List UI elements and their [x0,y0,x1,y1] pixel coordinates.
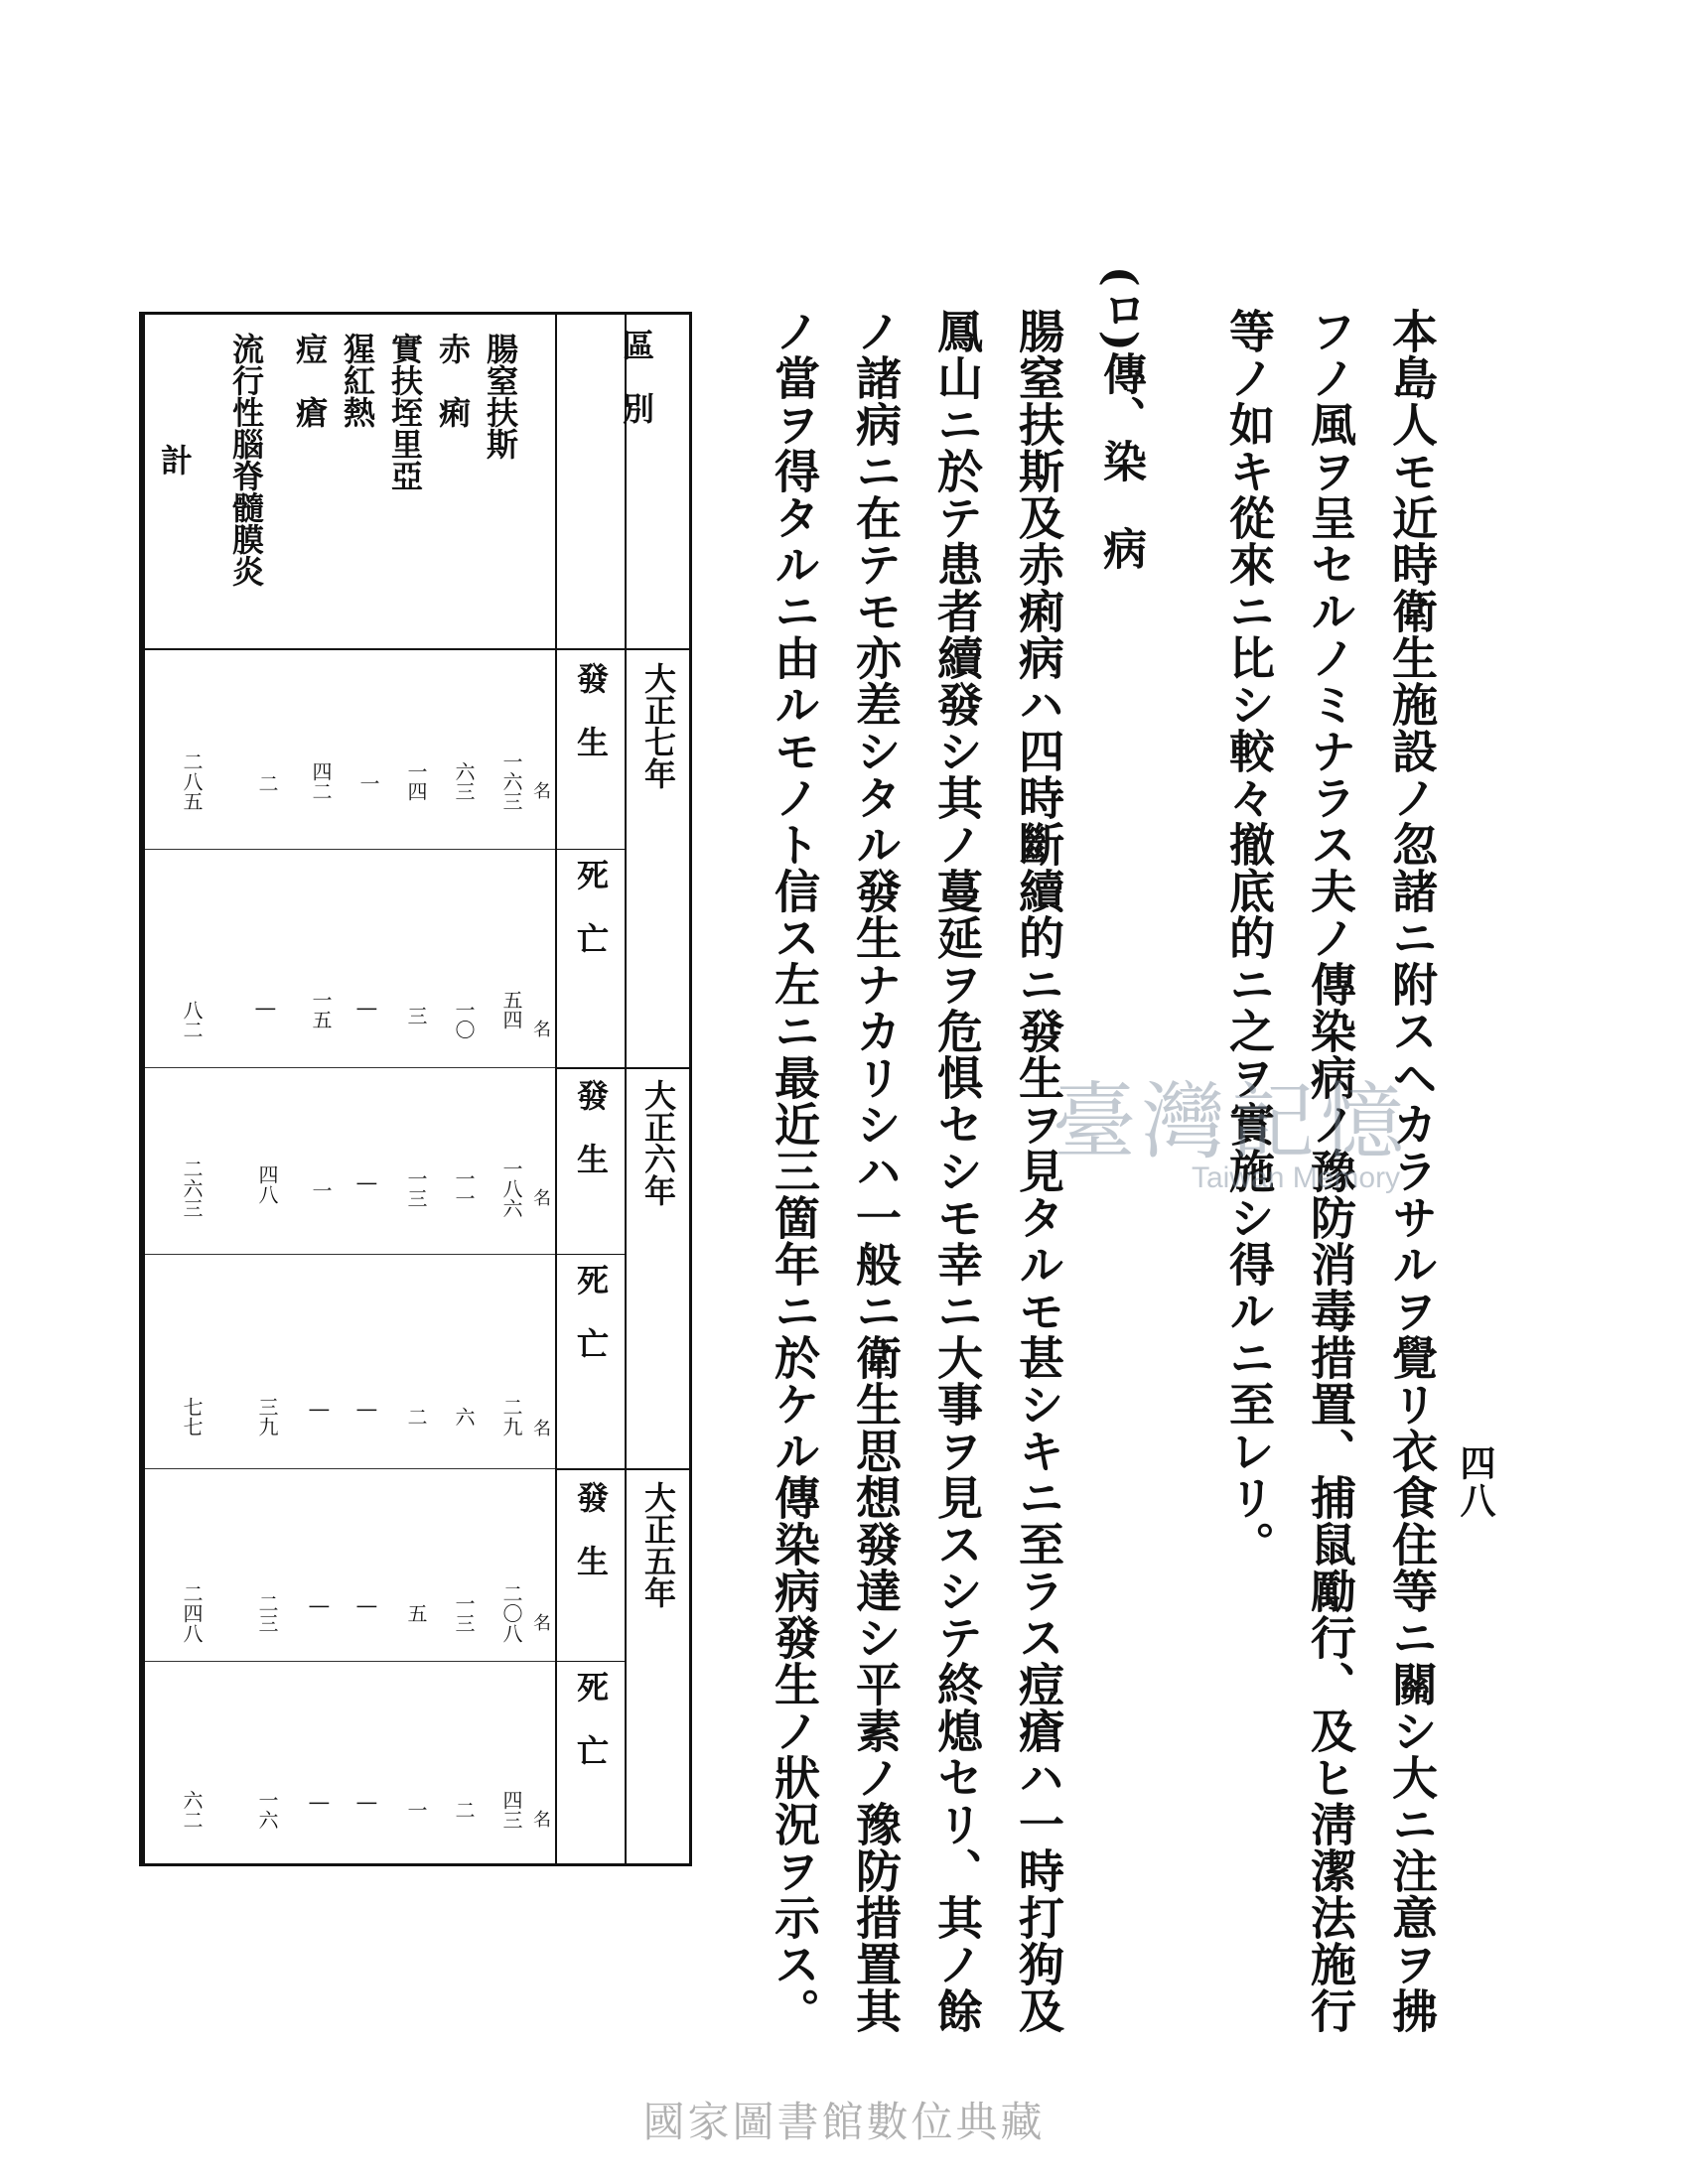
cell-t6-death-typhoid: 二九 [499,1397,523,1436]
cell-t6-incidence-dysentery: 一一 [452,1168,476,1208]
cell-t6-death-meningitis: 三九 [255,1397,279,1436]
row-label-scarlet-fever: 猩紅熱 [339,333,376,428]
cell-t5-incidence-scarlet: | [356,1603,380,1610]
section-title: 傳、染 病 [1095,350,1146,570]
cell-t6-incidence-meningitis: 四八 [255,1164,279,1204]
table-rule [555,849,625,850]
unit-label: 名 [530,1020,551,1037]
row-label-smallpox: 痘 瘡 [291,333,329,428]
cell-t5-incidence-dysentery: 一三 [452,1593,476,1633]
body-line-3: ノ諸病ニ在テモ亦差シタル發生ナカリシハ一般ニ衛生思想發達シ平素ノ豫防措置其 [849,308,903,2034]
cell-t5-incidence-meningitis: 二三 [255,1593,279,1633]
cell-t6-death-smallpox: | [309,1407,333,1414]
cell-t7-incidence-dysentery: 六三 [452,761,476,801]
row-label-dysentery: 赤 痢 [434,333,472,428]
cell-t5-death-diphtheria: 一 [404,1800,428,1820]
cell-t6-incidence-scarlet: | [356,1180,380,1187]
cell-t7-death-typhoid: 五四 [499,990,523,1029]
cell-t6-death-total: 七七 [180,1397,204,1436]
unit-label: 名 [530,1810,551,1828]
table-rule [145,849,555,850]
cell-t5-death-meningitis: 一六 [255,1790,279,1830]
table-rule [555,315,557,1863]
row-label-diphtheria: 實扶垤里亞 [386,333,424,491]
cell-t7-incidence-diphtheria: 一四 [404,761,428,801]
table-header-region: 區 別 [618,329,655,424]
cell-t6-incidence-smallpox: 一 [309,1180,333,1200]
table-rule [145,1254,555,1255]
table-rule [145,1661,555,1662]
cell-t7-incidence-meningitis: 二 [255,773,279,793]
row-label-typhoid: 腸窒扶斯 [482,333,519,460]
cell-t7-incidence-typhoid: 一六三 [499,751,523,811]
cell-t5-death-smallpox: | [309,1800,333,1807]
stat-label-incidence: 發 生 [572,1481,610,1576]
cell-t5-death-dysentery: 二 [452,1800,476,1820]
cell-t6-death-dysentery: 六 [452,1407,476,1427]
table-rule [145,648,689,650]
library-footer: 國家圖書館數位典藏 [642,2098,1046,2146]
cell-t5-incidence-total: 二四八 [180,1583,204,1643]
section-marker: (ロ) [1095,266,1146,351]
watermark-text: 臺灣記憶 [1053,1073,1411,1170]
page-number: 四八 [1455,1444,1496,1520]
unit-label: 名 [530,1188,551,1206]
stat-label-death: 死 亡 [572,859,610,954]
stat-label-death: 死 亡 [572,1264,610,1359]
watermark-subtitle: Taiwan Memory [1192,1161,1401,1194]
cell-t7-death-scarlet: | [356,1006,380,1013]
prose-line-3: 等ノ如キ從來ニ比シ較々撤底的ニ之ヲ實施シ得ルニ至レリ。 [1222,308,1276,1568]
year-label-taisho-6: 大正六年 [639,1079,677,1206]
cell-t6-incidence-typhoid: 一八六 [499,1159,523,1218]
year-label-taisho-5: 大正五年 [639,1481,677,1608]
cell-t6-incidence-diphtheria: 一三 [404,1168,428,1208]
cell-t7-death-dysentery: 一〇 [452,1000,476,1039]
cell-t6-incidence-total: 二六三 [180,1159,204,1218]
cell-t6-death-scarlet: | [356,1407,380,1414]
stat-label-incidence: 發 生 [572,1079,610,1174]
cell-t5-incidence-diphtheria: 五 [404,1603,428,1623]
cell-t7-death-smallpox: 一五 [309,990,333,1029]
table-rule [555,1254,625,1255]
cell-t5-incidence-typhoid: 二〇八 [499,1583,523,1643]
row-label-total: 計 [156,444,194,476]
cell-t5-incidence-smallpox: | [309,1603,333,1610]
cell-t7-death-meningitis: | [255,1006,279,1013]
stat-label-death: 死 亡 [572,1671,610,1766]
cell-t7-incidence-smallpox: 四二 [309,761,333,801]
prose-line-2: フノ風ヲ呈セルノミナラス夫ノ傳染病ノ豫防消毒措置、捕鼠勵行、及ヒ淸潔法施行 [1304,308,1357,2034]
unit-label: 名 [530,781,551,799]
cell-t5-death-total: 六二 [180,1790,204,1830]
body-line-1: 腸窒扶斯及赤痢病ハ四時斷續的ニ發生ヲ見タルモ甚シキニ至ラス痘瘡ハ一時打狗及 [1012,308,1065,2034]
stat-label-incidence: 發 生 [572,662,610,757]
cell-t7-incidence-scarlet: 一 [356,773,380,793]
body-line-4: ノ當ヲ得タルニ由ルモノト信ス左ニ最近三箇年ニ於ケル傳染病發生ノ狀況ヲ示ス。 [768,308,821,2034]
unit-label: 名 [530,1613,551,1631]
cell-t5-death-typhoid: 四三 [499,1790,523,1830]
cell-t7-death-diphtheria: 三 [404,1006,428,1025]
body-line-2: 鳳山ニ於テ患者續發シ其ノ蔓延ヲ危惧セシモ幸ニ大事ヲ見スシテ終熄セリ、其ノ餘 [930,308,984,2034]
table-rule [145,1067,555,1068]
disease-statistics-table [139,312,692,1866]
section-heading [1090,266,1150,663]
row-label-meningitis: 流行性腦脊髓膜炎 [227,333,265,587]
table-rule [555,1067,689,1069]
unit-label: 名 [530,1419,551,1436]
cell-t7-incidence-total: 二八五 [180,751,204,811]
table-rule [555,1468,689,1470]
table-rule [555,1661,625,1662]
year-label-taisho-7: 大正七年 [639,662,677,789]
cell-t6-death-diphtheria: 二 [404,1407,428,1427]
cell-t7-death-total: 八二 [180,1000,204,1039]
cell-t5-death-scarlet: | [356,1800,380,1807]
table-rule [145,1468,555,1469]
taiwan-memory-watermark [1053,1072,1470,1221]
prose-line-1: 本島人モ近時衛生施設ノ忽諸ニ附スヘカラサルヲ覺リ衣食住等ニ關シ大ニ注意ヲ拂 [1385,308,1439,2034]
